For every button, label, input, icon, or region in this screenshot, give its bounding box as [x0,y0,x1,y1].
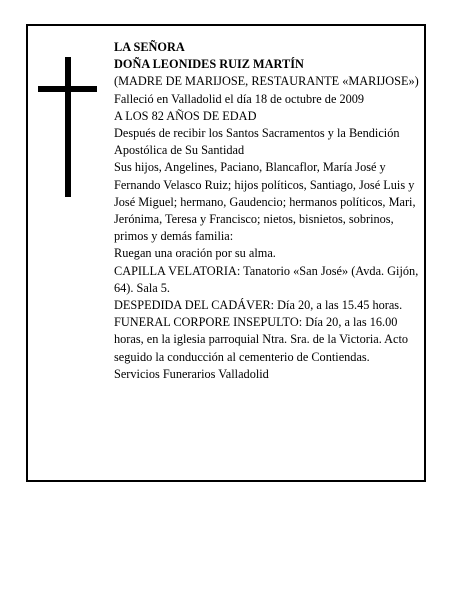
funeral-provider: Servicios Funerarios Valladolid [114,366,269,381]
obituary-text [114,39,420,383]
sacraments-note: Después de recibir los Santos Sacramentos y la Bendición Apostólica de Su Santidad [114,126,400,158]
age-at-death: A LOS 82 AÑOS DE EDAD [114,108,257,123]
wake-details: CAPILLA VELATORIA: Tanatorio «San José» (Avda. Gijón, 64). Sala 5. [114,263,419,295]
funeral-details: FUNERAL CORPORE INSEPULTO: Día 20, a las 16.00 horas, en la iglesia parroquial Ntra. Sra. de la Victoria. Acto seguido la conducción al cementerio de Contiendas. [114,315,409,364]
farewell-details: DESPEDIDA DEL CADÁVER: Día 20, a las 15.45 horas. [114,298,403,313]
prayer-request: Ruegan una oración por su alma. [114,246,276,261]
deceased-name: DOÑA LEONIDES RUIZ MARTÍN [114,57,304,72]
death-statement: Falleció en Valladolid el día 18 de octubre de 2009 [114,91,365,106]
relation-note: (MADRE DE MARIJOSE, RESTAURANTE «MARIJOSE») [114,74,419,89]
family-mourners: Sus hijos, Angelines, Paciano, Blancaflor, María José y Fernando Velasco Ruiz; hijos políticos, Santiago, José Luis y José Miguel; hermano, Gaudencio; hermanos políticos, Mari, Jerónima, Teresa y Francisco; nietos, bisnietos, sobrinos, primos y demás familia: [114,160,416,244]
cross-icon-crossbar [38,86,97,92]
cross-icon [65,57,71,197]
honorific: LA SEÑORA [114,40,185,54]
